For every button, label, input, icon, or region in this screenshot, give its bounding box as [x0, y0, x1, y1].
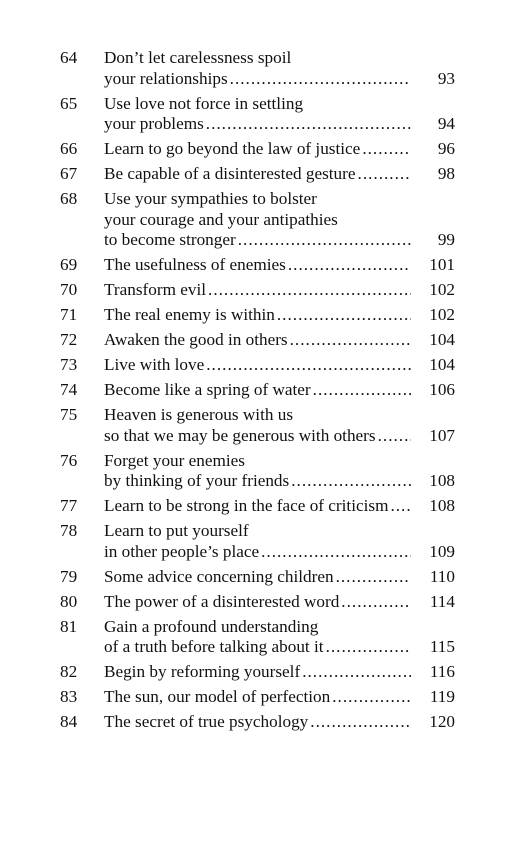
toc-entry	[60, 164, 455, 185]
dot-leader	[208, 280, 411, 301]
chapter-number: 78	[60, 521, 78, 540]
page-number: 108	[429, 471, 455, 490]
chapter-title	[104, 280, 413, 301]
chapter-title-line: Don’t let carelessness spoil	[104, 48, 292, 67]
chapter-title-text: The sun, our model of perfection	[104, 687, 331, 706]
chapter-number: 67	[60, 164, 78, 183]
chapter-title-line: your courage and your antipathies	[104, 209, 338, 229]
chapter-title-line	[104, 139, 413, 160]
dot-leader	[332, 687, 411, 708]
toc-entry	[60, 687, 455, 708]
chapter-title-line	[104, 330, 413, 351]
dot-leader	[206, 355, 411, 376]
chapter-number: 72	[60, 330, 78, 349]
dot-leader	[302, 662, 411, 683]
toc-entry	[60, 617, 455, 658]
chapter-title-line	[104, 567, 413, 588]
chapter-title-line	[104, 592, 413, 613]
chapter-title-text: to become stronger	[104, 230, 236, 249]
chapter-title-line: Gain a profound understanding	[104, 616, 319, 636]
chapter-title	[104, 451, 413, 492]
chapter-number: 73	[60, 355, 78, 374]
chapter-title-line	[104, 471, 413, 492]
chapter-title	[104, 189, 413, 251]
chapter-title-text: so that we may be generous with others	[104, 425, 376, 445]
page-number: 109	[429, 541, 455, 561]
page-number: 99	[437, 230, 455, 249]
chapter-title-text: in other people’s place	[104, 541, 260, 561]
table-of-contents	[60, 48, 455, 737]
chapter-title-line	[104, 687, 413, 708]
page-number: 114	[429, 591, 455, 611]
chapter-number: 80	[60, 591, 78, 611]
chapter-title-text: The secret of true psychology	[104, 712, 309, 731]
chapter-title	[104, 255, 413, 276]
chapter-number: 84	[60, 712, 78, 731]
page-number: 116	[429, 662, 455, 681]
chapter-title-text: of a truth before talking about it	[104, 637, 324, 656]
dot-leader	[206, 114, 411, 135]
chapter-number: 68	[60, 189, 78, 208]
dot-leader	[358, 164, 411, 185]
chapter-title-text: The power of a disinterested word	[104, 591, 340, 611]
page-number: 102	[429, 280, 455, 299]
page-number: 115	[429, 637, 455, 656]
page-number: 104	[429, 355, 455, 374]
chapter-number: 75	[60, 405, 78, 424]
dot-leader	[341, 592, 411, 613]
chapter-title-text: your problems	[104, 114, 204, 133]
chapter-title-line: Learn to put yourself	[104, 521, 249, 540]
dot-leader	[326, 637, 411, 658]
toc-entry	[60, 380, 455, 401]
dot-leader	[336, 567, 411, 588]
chapter-title-line	[104, 230, 413, 251]
dot-leader	[230, 69, 411, 90]
page-number: 107	[429, 425, 455, 445]
chapter-number: 65	[60, 93, 78, 113]
page-number: 101	[429, 255, 455, 274]
toc-entry	[60, 280, 455, 301]
chapter-title-text: Learn to be strong in the face of criticism	[104, 496, 389, 515]
chapter-number: 79	[60, 566, 78, 586]
toc-entry	[60, 330, 455, 351]
chapter-title	[104, 496, 413, 517]
page-number: 98	[437, 164, 455, 183]
page-number: 110	[429, 566, 455, 586]
page-number: 106	[429, 380, 455, 399]
chapter-number: 69	[60, 255, 78, 274]
chapter-number: 77	[60, 496, 78, 515]
chapter-title-line: Use love not force in settling	[104, 93, 304, 113]
dot-leader	[277, 305, 411, 326]
chapter-title-text: Live with love	[104, 355, 205, 374]
chapter-number: 81	[60, 616, 78, 636]
chapter-title	[104, 330, 413, 351]
chapter-number: 71	[60, 305, 78, 324]
chapter-title-line	[104, 355, 413, 376]
chapter-title-text: Learn to go beyond the law of justice	[104, 139, 361, 158]
page-number: 119	[429, 687, 455, 706]
chapter-title-line	[104, 255, 413, 276]
chapter-title	[104, 592, 413, 613]
chapter-title-text: your relationships	[104, 68, 228, 88]
toc-entry	[60, 405, 455, 446]
chapter-number: 83	[60, 687, 78, 706]
toc-entry	[60, 567, 455, 588]
toc-entry	[60, 592, 455, 613]
chapter-title-line: Use your sympathies to bolster	[104, 189, 317, 208]
toc-entry	[60, 189, 455, 251]
chapter-title	[104, 164, 413, 185]
chapter-title-text: The real enemy is within	[104, 305, 275, 324]
chapter-number: 66	[60, 139, 78, 158]
chapter-title-line	[104, 305, 413, 326]
chapter-title	[104, 355, 413, 376]
page-number: 102	[429, 305, 455, 324]
dot-leader	[238, 230, 411, 251]
chapter-title-line: Forget your enemies	[104, 450, 245, 470]
chapter-title-text: Some advice concerning children	[104, 566, 334, 586]
page-number: 93	[437, 68, 455, 88]
toc-entry	[60, 139, 455, 160]
toc-entry	[60, 355, 455, 376]
chapter-title-line	[104, 426, 413, 447]
toc-entry	[60, 305, 455, 326]
chapter-title-line	[104, 542, 413, 563]
toc-entry	[60, 521, 455, 562]
chapter-title-text: Awaken the good in others	[104, 330, 288, 349]
chapter-number: 74	[60, 380, 78, 399]
page-number: 108	[429, 496, 455, 515]
chapter-title-line: Heaven is generous with us	[104, 405, 294, 424]
toc-entry	[60, 712, 455, 733]
toc-entry	[60, 94, 455, 135]
toc-entry	[60, 451, 455, 492]
dot-leader	[313, 380, 411, 401]
chapter-number: 64	[60, 48, 78, 67]
chapter-title-text: Become like a spring of water	[104, 380, 311, 399]
chapter-title-line	[104, 637, 413, 658]
dot-leader	[288, 255, 411, 276]
chapter-title-line	[104, 712, 413, 733]
dot-leader	[310, 712, 411, 733]
dot-leader	[362, 139, 411, 160]
chapter-title	[104, 662, 413, 683]
chapter-title-text: Transform evil	[104, 280, 207, 299]
chapter-title-line	[104, 280, 413, 301]
chapter-title-line	[104, 69, 413, 90]
chapter-title-line	[104, 662, 413, 683]
toc-entry	[60, 496, 455, 517]
chapter-title	[104, 305, 413, 326]
chapter-title	[104, 712, 413, 733]
page-number: 96	[437, 139, 455, 158]
chapter-title	[104, 617, 413, 658]
chapter-title-text: Be capable of a disinterested gesture	[104, 164, 356, 183]
chapter-title	[104, 48, 413, 89]
toc-entry	[60, 662, 455, 683]
chapter-title-text: Begin by reforming yourself	[104, 662, 301, 681]
chapter-title	[104, 94, 413, 135]
chapter-title-line	[104, 380, 413, 401]
toc-entry	[60, 255, 455, 276]
dot-leader	[291, 471, 411, 492]
chapter-title-line	[104, 496, 413, 517]
chapter-number: 82	[60, 662, 78, 681]
chapter-title	[104, 380, 413, 401]
page-number: 94	[437, 114, 455, 133]
chapter-number: 76	[60, 450, 78, 470]
dot-leader	[378, 426, 411, 447]
dot-leader	[290, 330, 411, 351]
chapter-title	[104, 521, 413, 562]
dot-leader	[261, 542, 411, 563]
chapter-title	[104, 139, 413, 160]
toc-entry	[60, 48, 455, 89]
chapter-title	[104, 687, 413, 708]
chapter-title-text: The usefulness of enemies	[104, 255, 286, 274]
chapter-title	[104, 405, 413, 446]
page-number: 104	[429, 330, 455, 349]
chapter-title	[104, 567, 413, 588]
dot-leader	[390, 496, 411, 517]
page-number: 120	[429, 712, 455, 731]
chapter-title-line	[104, 164, 413, 185]
chapter-number: 70	[60, 280, 78, 299]
chapter-title-text: by thinking of your friends	[104, 471, 290, 490]
chapter-title-line	[104, 114, 413, 135]
